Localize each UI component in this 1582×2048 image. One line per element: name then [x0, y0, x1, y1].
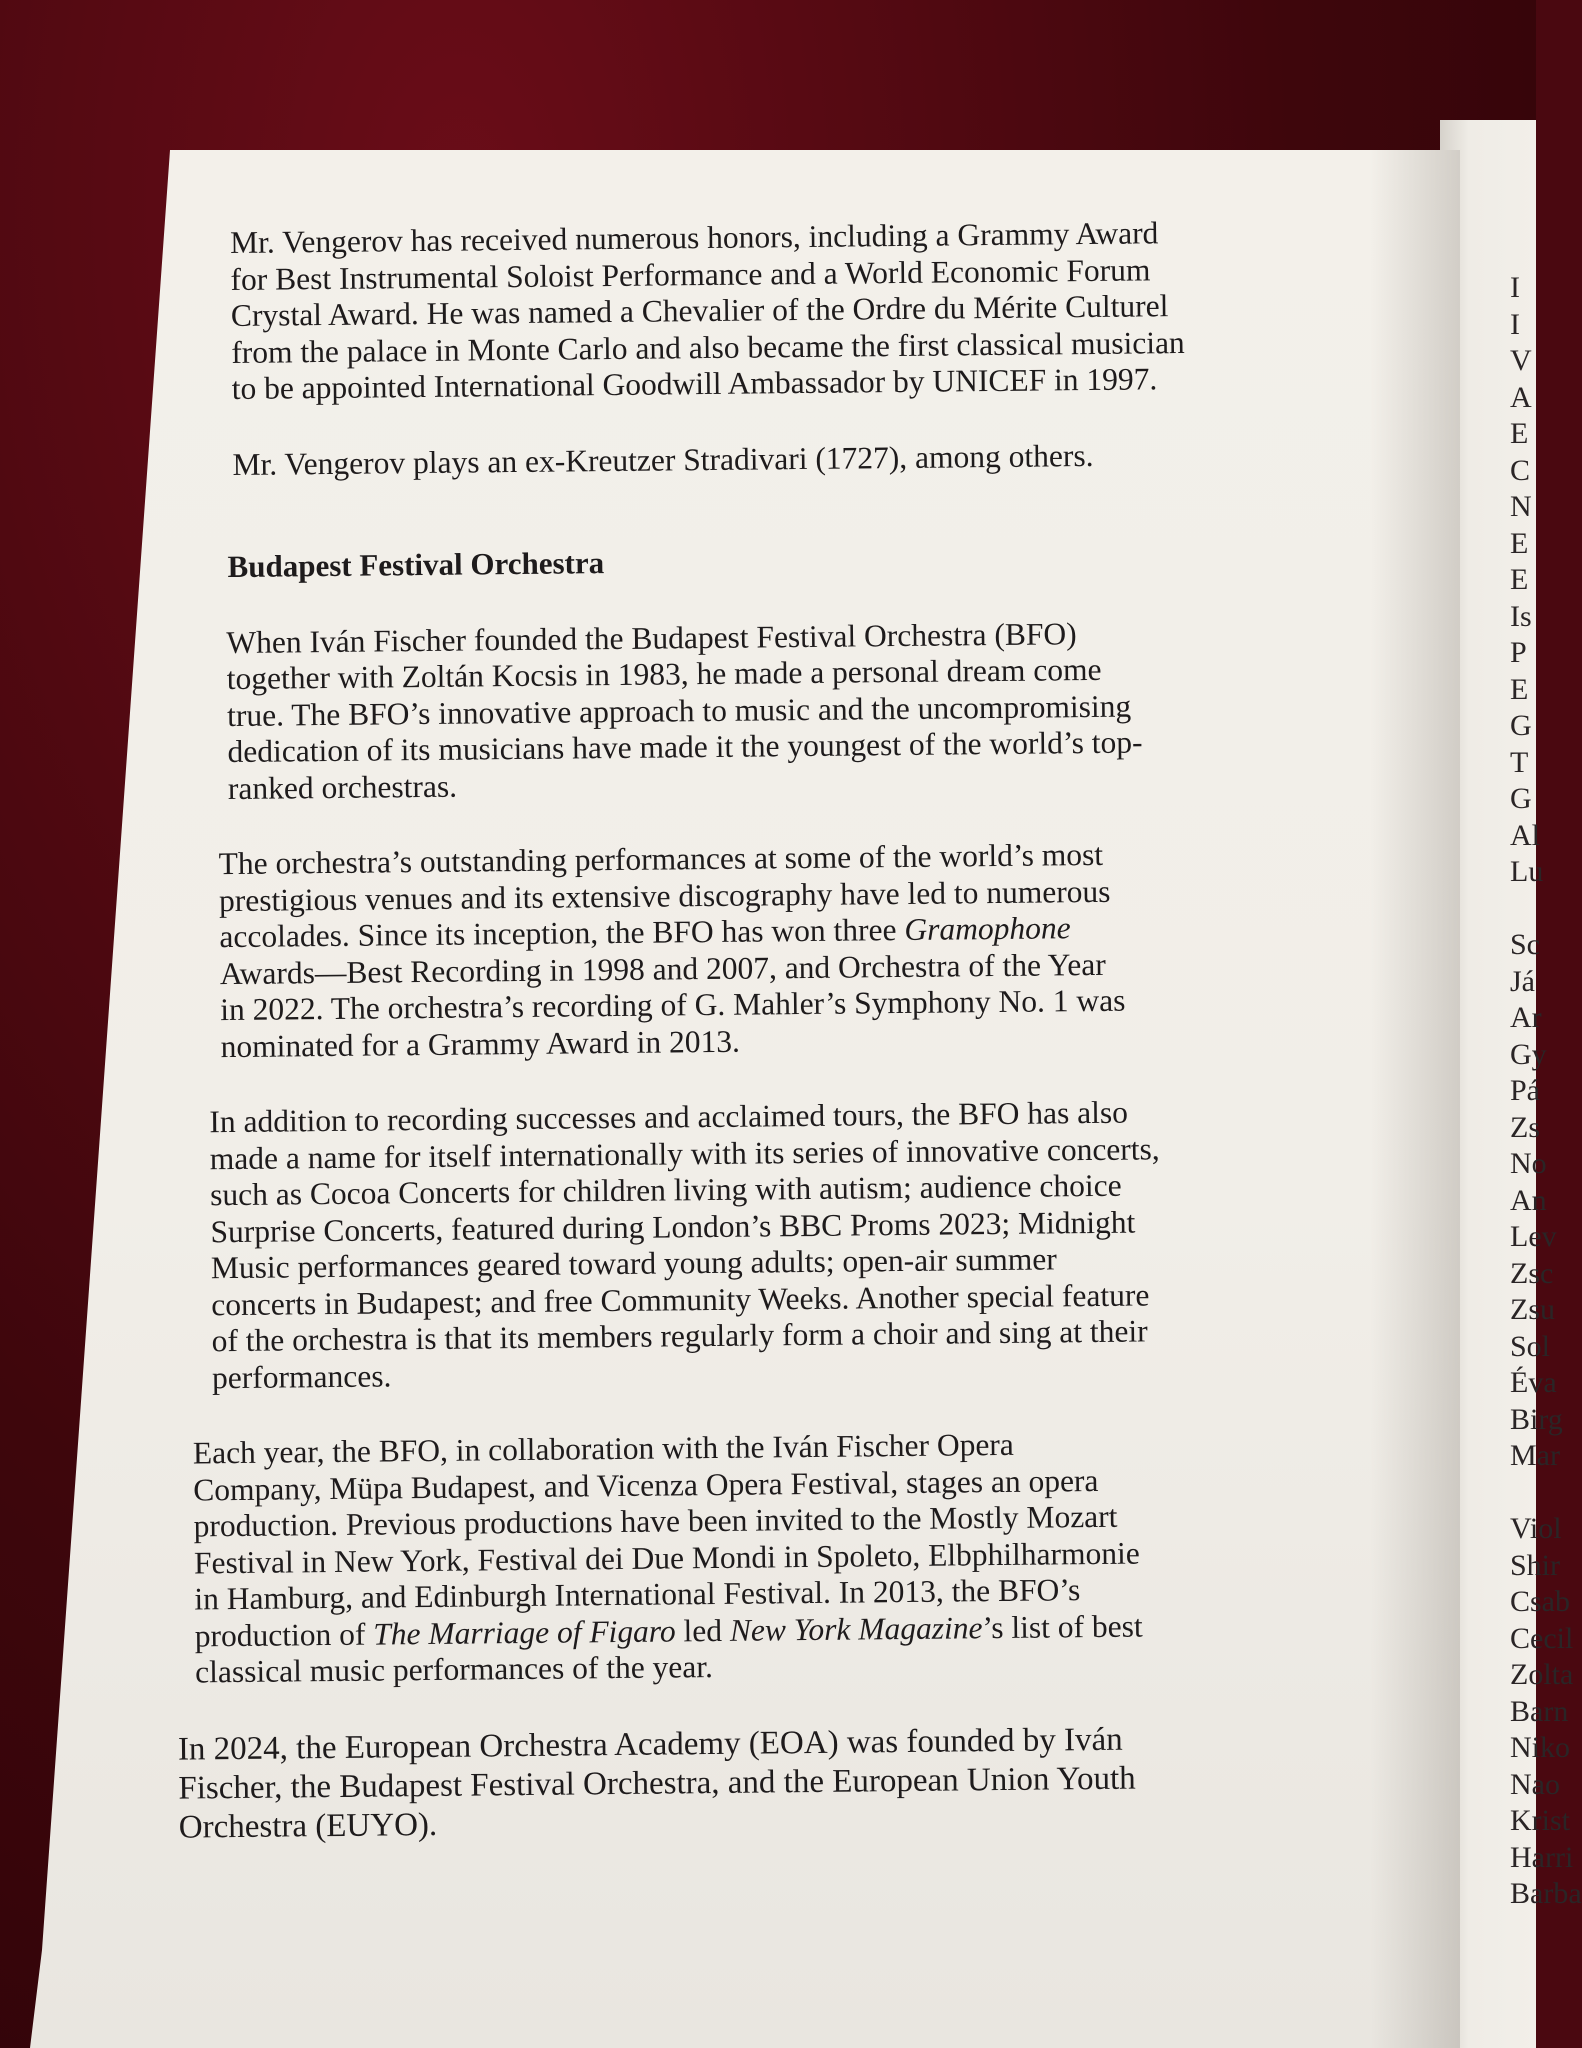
- facing-page-fragment: Sc: [1510, 928, 1540, 961]
- facing-page-fragment: Birg: [1510, 1402, 1563, 1436]
- facing-page-fragment: Krist: [1510, 1804, 1570, 1837]
- facing-page-fragment: G: [1510, 782, 1532, 815]
- facing-page-fragment: Lev: [1510, 1220, 1557, 1253]
- text-line: of the orchestra is that its members regularly form a choir and sing at their: [211, 1313, 1148, 1359]
- text-line: Orchestra (EUYO).: [178, 1806, 438, 1846]
- text-line: When Iván Fischer founded the Budapest Festival Orchestra (BFO): [226, 615, 1077, 660]
- page-gutter-shadow: [1370, 150, 1460, 2048]
- italic-title: The Marriage of Figaro: [373, 1612, 676, 1652]
- text-line: true. The BFO’s innovative approach to music and the uncompromising: [226, 688, 1132, 733]
- facing-page-fragment: Ar: [1510, 1001, 1542, 1034]
- facing-page-text: [1510, 270, 1582, 1913]
- text-line: Mr. Vengerov has received numerous honors, including a Grammy Award: [230, 215, 1159, 260]
- bfo-founding-paragraph: [226, 613, 1366, 807]
- text-line: together with Zoltán Kocsis in 1983, he made a personal dream come: [226, 651, 1102, 697]
- text-line: prestigious venues and its extensive discography have led to numerous: [218, 873, 1111, 918]
- text-line: performances.: [211, 1357, 392, 1395]
- text-line: from the palace in Monte Carlo and also became the first classical musician: [231, 324, 1185, 370]
- text-line: Festival in New York, Festival dei Due Mondi in Spoleto, Elbphilharmonie: [193, 1535, 1140, 1580]
- text-line: In 2024, the European Orchestra Academy (EOA) was founded by Iván: [177, 1721, 1123, 1768]
- text-line: Company, Müpa Budapest, and Vicenza Opera Festival, stages an opera: [193, 1462, 1099, 1507]
- facing-page-fragment: T: [1510, 745, 1529, 779]
- facing-page-fragment: Is: [1510, 599, 1532, 633]
- text-line: Surprise Concerts, featured during London’s BBC Proms 2023; Midnight: [210, 1204, 1136, 1249]
- vengerov-instrument-paragraph: [232, 435, 1362, 483]
- text-line: concerts in Budapest; and free Community Weeks. Another special feature: [211, 1276, 1150, 1322]
- facing-page-fragment: G: [1510, 709, 1532, 742]
- text-line: Fischer, the Budapest Festival Orchestra, and the European Union Youth: [178, 1760, 1136, 1807]
- facing-page-fragment: Zsu: [1510, 1293, 1555, 1326]
- facing-page-fragment: Já: [1510, 964, 1535, 998]
- facing-page-fragment: Barba: [1510, 1877, 1582, 1910]
- text-line: dedication of its musicians have made it the youngest of the world’s top-: [227, 724, 1143, 770]
- facing-page-fragment: Pá: [1510, 1074, 1540, 1107]
- text-run: production of: [194, 1616, 374, 1653]
- text-line: In addition to recording successes and acclaimed tours, the BFO has also: [209, 1094, 1129, 1140]
- text-line: Crystal Award. He was named a Chevalier of the Ordre du Mérite Culturel: [230, 288, 1169, 333]
- text-line: made a name for itself internationally with its series of innovative concerts,: [209, 1130, 1160, 1176]
- facing-page-fragment: I: [1510, 271, 1520, 304]
- italic-title: New York Magazine: [729, 1609, 983, 1648]
- facing-page-fragment: E: [1510, 563, 1529, 596]
- facing-page-fragment: [1510, 1475, 1536, 1512]
- facing-page-fragment: Zs: [1510, 1110, 1540, 1144]
- facing-page-fragment: Harri: [1510, 1840, 1574, 1874]
- facing-page-fragment: Shir: [1510, 1548, 1561, 1582]
- text-line: Mr. Vengerov plays an ex-Kreutzer Stradivari (1727), among others.: [232, 437, 1094, 482]
- facing-page-fragment: Sol: [1510, 1329, 1551, 1363]
- text-line: such as Cocoa Concerts for children living with autism; audience choice: [209, 1167, 1122, 1213]
- bfo-academy-paragraph: [178, 1718, 1377, 1848]
- facing-page-fragment: Éva: [1510, 1366, 1557, 1399]
- facing-page-fragment: Zsc: [1510, 1256, 1554, 1290]
- text-line: nominated for a Grammy Award in 2013.: [220, 1023, 741, 1064]
- facing-page-fragment: E: [1510, 526, 1529, 560]
- text-line: in Hamburg, and Edinburgh International Festival. In 2013, the BFO’s: [194, 1572, 1081, 1617]
- bfo-accolades-paragraph: [219, 834, 1369, 1065]
- text-line: Music performances geared toward young adults; open-air summer: [210, 1241, 1057, 1286]
- facing-page-fragment: Mar: [1510, 1439, 1560, 1472]
- facing-page-fragment: Cecil: [1510, 1621, 1574, 1655]
- text-run: led: [675, 1612, 731, 1648]
- bfo-opera-paragraph: [193, 1423, 1376, 1691]
- page-text: [177, 213, 1377, 1885]
- facing-page-fragment: Lu: [1510, 855, 1544, 888]
- text-line: for Best Instrumental Soloist Performance and a World Economic Forum: [230, 251, 1151, 297]
- text-run: accolades. Since its inception, the BFO has won three: [219, 911, 905, 955]
- text-line: The orchestra’s outstanding performances at some of the world’s most: [218, 836, 1104, 882]
- facing-page-fragment: [1510, 891, 1536, 928]
- facing-page-fragment: C: [1510, 453, 1531, 487]
- facing-page-fragment: An: [1510, 1183, 1547, 1217]
- text-line: production. Previous productions have been invited to the Mostly Mozart: [193, 1498, 1118, 1544]
- facing-page-fragment: V: [1510, 344, 1532, 377]
- facing-page-fragment: Nao: [1510, 1767, 1560, 1801]
- facing-page-fragment: No: [1510, 1147, 1547, 1180]
- facing-page-fragment: E: [1510, 672, 1529, 706]
- vengerov-honors-paragraph: [230, 213, 1362, 407]
- facing-page-fragment: Gy: [1510, 1037, 1547, 1071]
- facing-page-fragment: P: [1510, 636, 1527, 669]
- facing-page-fragment: I: [1510, 307, 1520, 341]
- text-line: in 2022. The orchestra’s recording of G. Mahler’s Symphony No. 1 was: [220, 982, 1126, 1028]
- text-line: ranked orchestras.: [227, 768, 458, 806]
- facing-page-fragment: Al: [1510, 818, 1540, 852]
- section-heading: Budapest Festival Orchestra: [227, 545, 605, 585]
- facing-page-fragment: Csab: [1510, 1585, 1570, 1618]
- text-line: to be appointed International Goodwill Ambassador by UNICEF in 1997.: [231, 361, 1158, 406]
- text-line: Awards—Best Recording in 1998 and 2007, and Orchestra of the Year: [219, 946, 1106, 991]
- text-line: Each year, the BFO, in collaboration with the Iván Fischer Opera: [192, 1426, 1014, 1471]
- text-line: classical music performances of the year.: [194, 1649, 714, 1690]
- facing-page-fragment: Viol: [1510, 1512, 1562, 1545]
- facing-page-fragment: E: [1510, 417, 1529, 450]
- facing-page-fragment: N: [1510, 490, 1532, 523]
- facing-page-fragment: A: [1510, 380, 1532, 414]
- facing-page-fragment: Barn: [1510, 1694, 1569, 1728]
- italic-title: Gramophone: [904, 910, 1071, 947]
- facing-page-fragment: Zolta: [1510, 1658, 1574, 1691]
- text-run: ’s list of best: [982, 1608, 1143, 1645]
- bfo-concerts-paragraph: [209, 1092, 1372, 1396]
- facing-page-fragment: Niko: [1510, 1731, 1570, 1764]
